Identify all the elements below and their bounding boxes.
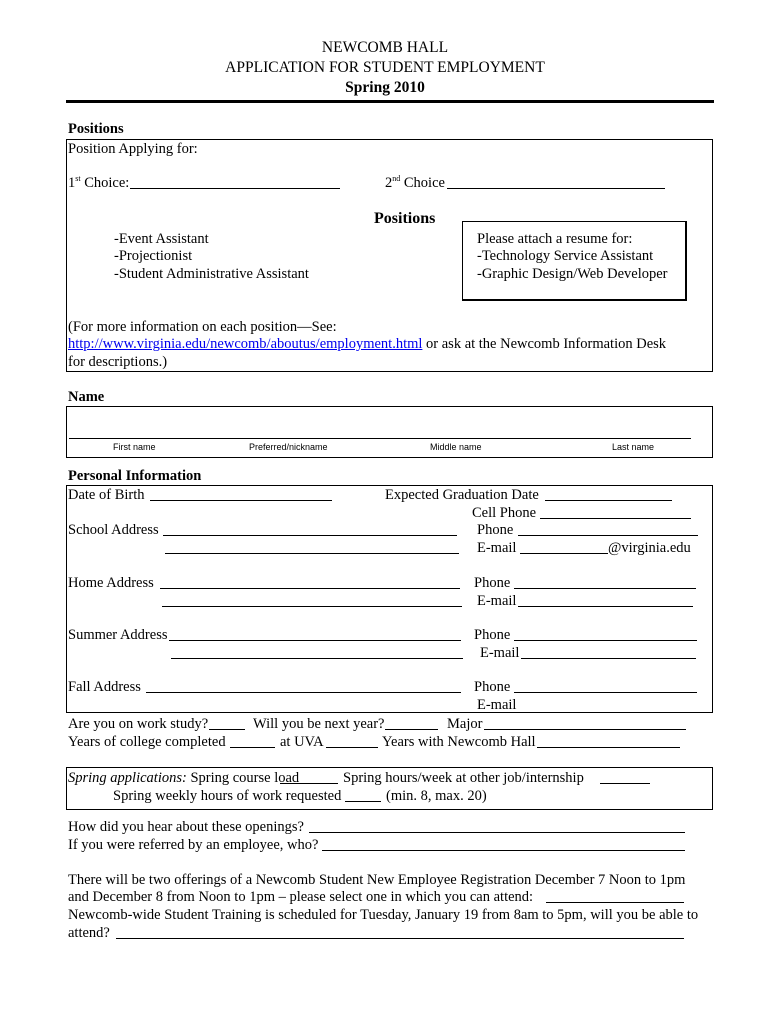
info-line-2: http://www.virginia.edu/newcomb/aboutus/employment.html or ask at the Newcomb Information Desk bbox=[68, 336, 667, 352]
spring-course-line: Spring applications: Spring course load bbox=[68, 770, 300, 786]
weekly-hours-field[interactable] bbox=[345, 801, 381, 802]
years-uva-field[interactable] bbox=[326, 747, 378, 748]
email-field[interactable] bbox=[520, 553, 608, 554]
fall-address-label: Fall Address bbox=[68, 679, 141, 695]
other-job-field[interactable] bbox=[600, 783, 650, 784]
school-phone-field[interactable] bbox=[518, 535, 698, 536]
fall-email-label: E-mail bbox=[477, 697, 517, 713]
positions-heading: Positions bbox=[68, 121, 124, 137]
fall-phone-label: Phone bbox=[474, 679, 511, 695]
header-rule bbox=[66, 100, 714, 103]
personal-box bbox=[66, 485, 713, 713]
work-study-field[interactable] bbox=[209, 729, 245, 730]
info-line-3: for descriptions.) bbox=[68, 354, 168, 370]
personal-heading: Personal Information bbox=[68, 468, 202, 484]
school-address-label: School Address bbox=[68, 522, 159, 538]
dob-field[interactable] bbox=[150, 500, 332, 501]
training-line-4: attend? bbox=[68, 925, 110, 941]
years-newcomb-label: Years with Newcomb Hall bbox=[382, 734, 536, 750]
summer-address-field[interactable] bbox=[169, 640, 461, 641]
summer-email-label: E-mail bbox=[480, 645, 520, 661]
grad-label: Expected Graduation Date bbox=[385, 487, 539, 503]
next-year-label: Will you be next year? bbox=[253, 716, 385, 732]
middle-name-caption: Middle name bbox=[430, 442, 482, 452]
home-phone-field[interactable] bbox=[514, 588, 696, 589]
major-field[interactable] bbox=[484, 729, 686, 730]
name-field[interactable] bbox=[69, 438, 691, 439]
resume-list-item: -Technology Service Assistant bbox=[477, 248, 654, 264]
resume-note: Please attach a resume for: bbox=[477, 231, 633, 247]
referred-label: If you were referred by an employee, who? bbox=[68, 837, 319, 853]
summer-phone-field[interactable] bbox=[514, 640, 697, 641]
home-phone-label: Phone bbox=[474, 575, 511, 591]
cell-phone-label: Cell Phone bbox=[472, 505, 537, 521]
second-choice-label: 2nd Choice bbox=[385, 174, 445, 191]
summer-address-label: Summer Address bbox=[68, 627, 168, 643]
title-line-1: NEWCOMB HALL bbox=[321, 39, 449, 56]
position-list-item: -Projectionist bbox=[114, 248, 193, 264]
fall-address-field[interactable] bbox=[146, 692, 461, 693]
info-line-1: (For more information on each position—See: bbox=[68, 319, 337, 335]
training-line-3: Newcomb-wide Student Training is scheduled for Tuesday, January 19 from 8am to 5pm, will you be able to bbox=[68, 907, 699, 923]
major-label: Major bbox=[447, 716, 483, 732]
home-address-label: Home Address bbox=[68, 575, 154, 591]
work-study-label: Are you on work study? bbox=[68, 716, 209, 732]
summer-address-field-2[interactable] bbox=[171, 658, 463, 659]
years-college-label: Years of college completed bbox=[68, 734, 226, 750]
first-choice-field[interactable] bbox=[130, 188, 340, 189]
first-name-caption: First name bbox=[113, 442, 156, 452]
position-applying-label: Position Applying for: bbox=[68, 141, 198, 157]
resume-list-item: -Graphic Design/Web Developer bbox=[477, 266, 668, 282]
next-year-field[interactable] bbox=[385, 729, 438, 730]
home-address-field-2[interactable] bbox=[162, 606, 462, 607]
dob-label: Date of Birth bbox=[68, 487, 145, 503]
referred-field[interactable] bbox=[322, 850, 685, 851]
cell-phone-field[interactable] bbox=[540, 518, 691, 519]
min-max-note: (min. 8, max. 20) bbox=[386, 788, 487, 804]
title-line-3: Spring 2010 bbox=[345, 79, 425, 96]
nickname-caption: Preferred/nickname bbox=[249, 442, 328, 452]
school-email-label: E-mail bbox=[477, 540, 517, 556]
fall-phone-field[interactable] bbox=[514, 692, 697, 693]
attend-field[interactable] bbox=[116, 938, 684, 939]
years-college-field[interactable] bbox=[230, 747, 275, 748]
registration-select-field[interactable] bbox=[546, 902, 684, 903]
position-list-item: -Student Administrative Assistant bbox=[114, 266, 309, 282]
training-line-1: There will be two offerings of a Newcomb Student New Employee Registration December 7 Noon to 1pm bbox=[68, 872, 686, 888]
employment-link[interactable]: http://www.virginia.edu/newcomb/aboutus/employment.html bbox=[68, 336, 423, 352]
home-email-field[interactable] bbox=[518, 606, 693, 607]
other-job-label: Spring hours/week at other job/internship bbox=[343, 770, 584, 786]
school-address-field-2[interactable] bbox=[165, 553, 459, 554]
second-choice-field[interactable] bbox=[447, 188, 665, 189]
name-heading: Name bbox=[68, 389, 105, 405]
title-line-2: APPLICATION FOR STUDENT EMPLOYMENT bbox=[225, 59, 545, 76]
how-hear-field[interactable] bbox=[309, 832, 685, 833]
summer-email-field[interactable] bbox=[521, 658, 696, 659]
years-newcomb-field[interactable] bbox=[537, 747, 680, 748]
home-address-field[interactable] bbox=[160, 588, 460, 589]
weekly-hours-label: Spring weekly hours of work requested bbox=[113, 788, 342, 804]
how-hear-label: How did you hear about these openings? bbox=[68, 819, 304, 835]
position-list-item: -Event Assistant bbox=[114, 231, 209, 247]
school-phone-label: Phone bbox=[477, 522, 514, 538]
summer-phone-label: Phone bbox=[474, 627, 511, 643]
school-address-field[interactable] bbox=[163, 535, 457, 536]
grad-field[interactable] bbox=[545, 500, 672, 501]
course-load-field[interactable] bbox=[280, 783, 338, 784]
email-suffix: @virginia.edu bbox=[608, 540, 691, 556]
first-choice-label: 1st Choice: bbox=[68, 174, 130, 191]
positions-title: Positions bbox=[374, 210, 436, 227]
at-uva-label: at UVA bbox=[280, 734, 324, 750]
home-email-label: E-mail bbox=[477, 593, 517, 609]
last-name-caption: Last name bbox=[612, 442, 655, 452]
training-line-2: and December 8 from Noon to 1pm – please select one in which you can attend: bbox=[68, 889, 534, 905]
